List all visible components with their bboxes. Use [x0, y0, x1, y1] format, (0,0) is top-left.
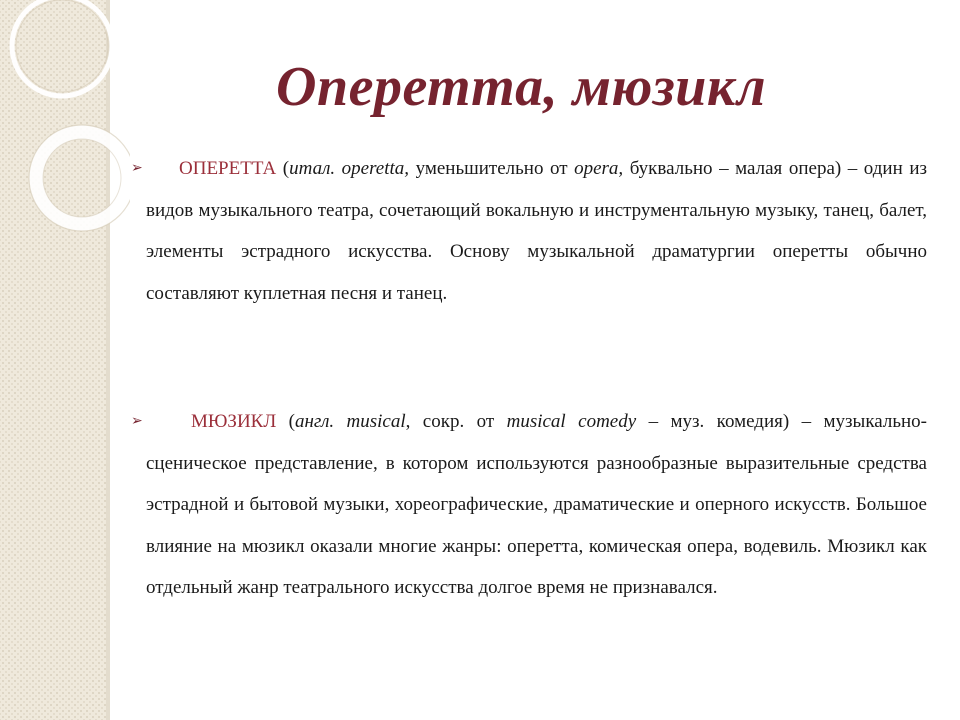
bullet-arrow-icon: ➢ — [131, 413, 143, 429]
musical-text-3: – муз. комедия) – музыкально-сценическое представление, в котором используются разнообразные выразительные средства эстрадной и бытовой музыки, хореографические, драматические и оперного искусств. Большое влияние на мюзикл оказали многие жанры: оперетта, комическая опера, водевиль. Мюзикл как отдельный жанр театрального искусства долгое время не признавался. — [146, 411, 928, 599]
musical-source-word: musical comedy — [506, 411, 637, 432]
operetta-text-2: уменьшительно от — [409, 158, 575, 179]
operetta-term: ОПЕРЕТТА — [179, 158, 277, 179]
decorative-rings-icon — [0, 0, 130, 260]
musical-text-2: , сокр. от — [405, 411, 507, 432]
operetta-text-1: ( — [276, 158, 290, 179]
operetta-origin: итал. operetta, — [289, 158, 410, 179]
operetta-source-word: opera, — [574, 158, 624, 179]
musical-term: МЮЗИКЛ — [191, 411, 277, 432]
musical-definition — [146, 401, 927, 609]
slide-title: Оперетта, мюзикл — [276, 56, 767, 118]
bullet-arrow-icon: ➢ — [131, 160, 143, 176]
musical-origin: англ. musical — [294, 411, 406, 432]
musical-text-1: ( — [276, 411, 295, 432]
operetta-text-3: буквально – малая опера) – один из видов музыкального театра, сочетающий вокальную и инструментальную музыку, танец, балет, элементы эстрадного искусства. Основу музыкальной драматургии оперетты обычно составляют куплетная песня и танец. — [146, 158, 927, 304]
operetta-definition — [146, 148, 927, 314]
